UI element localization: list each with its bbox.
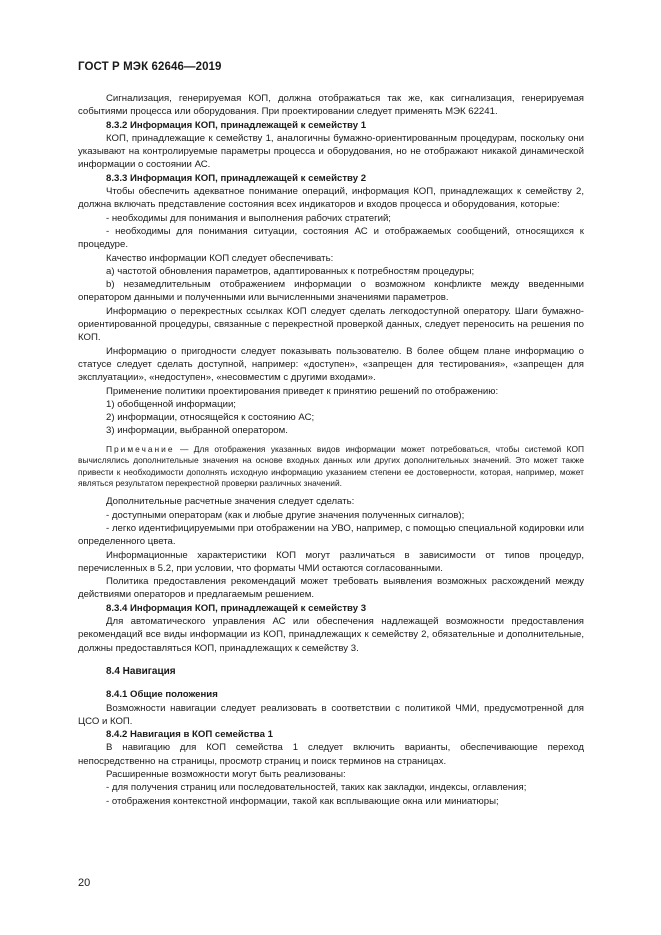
paragraph: Информационные характеристики КОП могут различаться в зависимости от типов процедур, перечисленных в 5.2, при условии, что форматы ЧМИ остаются согласованными. bbox=[78, 549, 584, 574]
document-header: ГОСТ Р МЭК 62646—2019 bbox=[78, 61, 222, 73]
paragraph: Чтобы обеспечить адекватное понимание операций, информация КОП, принадлежащих к семейству 2, должна включать представление состояния всех индикаторов и входов процесса и оборудования, которые: bbox=[78, 186, 584, 211]
subsection-heading: 8.4.2 Навигация в КОП семейства 1 bbox=[106, 729, 273, 741]
document-body bbox=[78, 92, 584, 808]
paragraph: Расширенные возможности могут быть реализованы: bbox=[106, 768, 346, 780]
list-item: - необходимы для понимания и выполнения рабочих стратегий; bbox=[106, 212, 391, 224]
list-item: a) частотой обновления параметров, адаптированных к потребностям процедуры; bbox=[106, 265, 475, 277]
list-item: 2) информации, относящейся к состоянию АС; bbox=[106, 412, 315, 424]
subsection-heading: 8.3.3 Информация КОП, принадлежащей к семейству 2 bbox=[106, 172, 367, 184]
list-item: - отображения контекстной информации, такой как всплывающие окна или миниатюры; bbox=[106, 795, 499, 807]
paragraph: Сигнализация, генерируемая КОП, должна отображаться так же, как сигнализация, генерируемая событиями процесса или оборудования. При проектировании следует применять МЭК 62241. bbox=[78, 93, 584, 118]
paragraph: Информацию о перекрестных ссылках КОП следует сделать легкодоступной оператору. Шаги бумажно-ориентированной процедуры, связанные с перекрестной проверкой данных, следует переносить на решения по КОП. bbox=[78, 305, 584, 344]
subsection-heading: 8.3.2 Информация КОП, принадлежащей к семейству 1 bbox=[106, 119, 367, 131]
paragraph: Информацию о пригодности следует показывать пользователю. В более общем плане информацию о статусе следует сделать доступной, например: «доступен», «запрещен для тестирования», «запрещен для эксплуатации», «недоступен», «несовместим с другими входами». bbox=[78, 345, 584, 384]
paragraph: Для автоматического управления АС или обеспечения надлежащей возможности предоставления рекомендаций все виды информации из КОП, принадлежащих к семейству 2, обязательные и дополнительные, должны предоставляться КОП, принадлежащих к семейству 3. bbox=[78, 616, 584, 654]
list-item: 1) обобщенной информации; bbox=[106, 398, 236, 410]
note-label: Примечание bbox=[106, 443, 175, 454]
paragraph: В навигацию для КОП семейства 1 следует включить варианты, обеспечивающие переход непосредственно на страницы, просмотр страниц и поиск терминов на страницах. bbox=[78, 742, 584, 767]
list-item: 3) информации, выбранной оператором. bbox=[106, 425, 288, 437]
note bbox=[78, 444, 584, 490]
paragraph: Дополнительные расчетные значения следует сделать: bbox=[106, 496, 355, 508]
paragraph: Политика предоставления рекомендаций может требовать выявления возможных расхождений между действиями операторов и предлагаемым решением. bbox=[78, 576, 584, 601]
paragraph: Возможности навигации следует реализовать в соответствии с политикой ЧМИ, предусмотренной для ЦСО и КОП. bbox=[78, 702, 584, 727]
list-item: - для получения страниц или последовательностей, таких как закладки, индексы, оглавления; bbox=[106, 782, 527, 794]
note-text: — Для отображения указанных видов информации может потребоваться, чтобы системой КОП вычислялись дополнительные значения на основе входных данных или других дополнительных значений. Это может также привести к необходимости дополнять исходную информацию указанием степени ее достоверности, которая, например, может являться результатом перекрестной проверки различных значений. bbox=[78, 443, 584, 488]
section-heading: 8.4 Навигация bbox=[106, 665, 176, 677]
list-item: - легко идентифицируемыми при отображении на УВО, например, с помощью специальной кодировки или определенного цвета. bbox=[78, 522, 584, 548]
page-number: 20 bbox=[78, 877, 91, 889]
list-item: - доступными операторам (как и любые другие значения полученных сигналов); bbox=[106, 509, 465, 521]
paragraph: КОП, принадлежащие к семейству 1, аналогичны бумажно-ориентированным процедурам, поскольку они указывают на контролируемые параметры процесса и оборудования, но не отображают никакой динамической информации о состоянии АС. bbox=[78, 132, 584, 171]
paragraph: Качество информации КОП следует обеспечивать: bbox=[106, 252, 334, 264]
list-item: - необходимы для понимания ситуации, состояния АС и отображаемых сообщений, относящихся к процедуре. bbox=[78, 225, 584, 251]
paragraph: Применение политики проектирования приведет к принятию решений по отображению: bbox=[106, 385, 499, 397]
subsection-heading: 8.4.1 Общие положения bbox=[106, 689, 218, 701]
subsection-heading: 8.3.4 Информация КОП, принадлежащей к семейству 3 bbox=[106, 602, 367, 614]
list-item: b) незамедлительным отображением информации о возможном конфликте между введенными оператором данными и полученными или вычисленными значениями параметров. bbox=[78, 279, 584, 304]
